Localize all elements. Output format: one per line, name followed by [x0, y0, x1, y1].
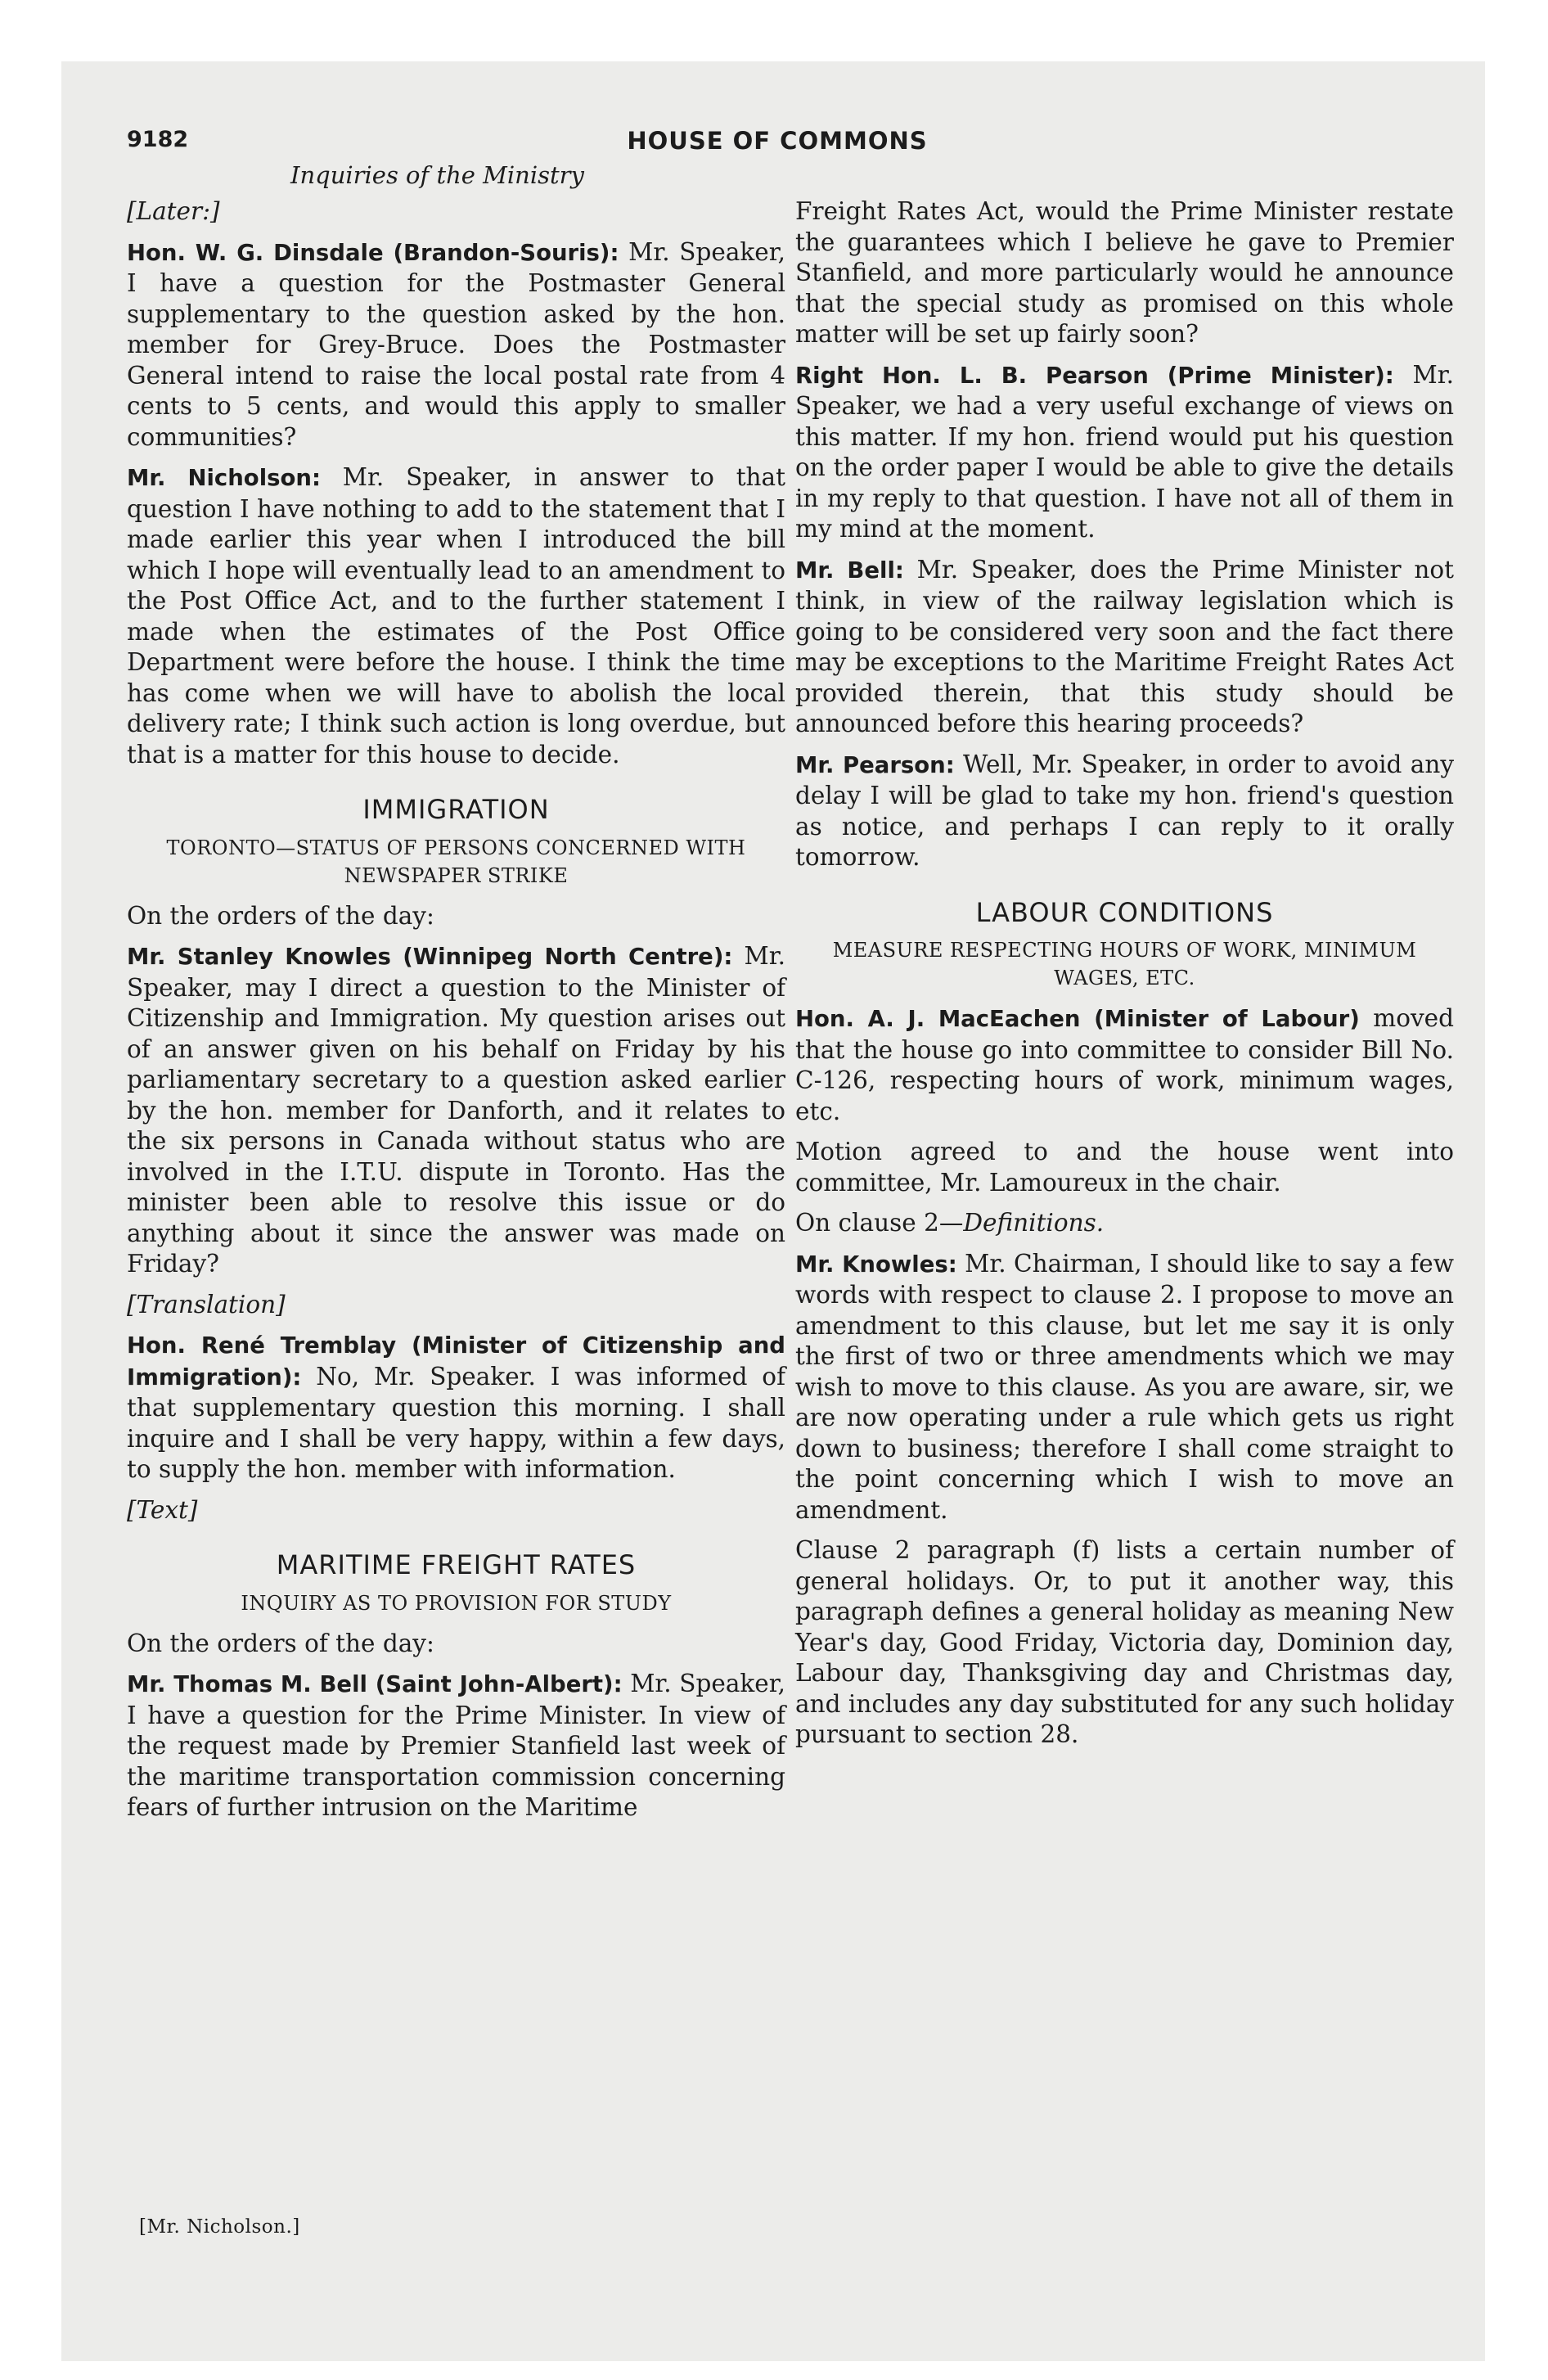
speech-text: Mr. Speaker, does the Prime Minister not think, in view of the railway legislation which is going to be considered very soon and the fact there may be exceptions to the Maritime Freight Rates Act provided therein, that this study should be announced before this hearing proceeds? — [795, 555, 1454, 737]
paragraph: Clause 2 paragraph (f) lists a certain number of general holidays. Or, to put it another way, this paragraph defines a general holiday as meaning New Year's day, Good Friday, Victoria day, Dominion day, Labour day, Thanksgiving day and Christmas day, and includes any day substituted for any such holiday pursuant to section 28. — [795, 1536, 1454, 1748]
speech-text: Mr. Speaker, may I direct a question to the Minister of Citizenship and Immigration. My question arises out of an answer given on his behalf on Friday by his parliamentary secretary to a question asked earlier by the hon. member for Danforth, and it relates to the six persons in Canada without status who are involved in the I.T.U. dispute in Toronto. Has the minister been able to resolve this issue or do anything about it since the answer was made on Friday? — [127, 942, 785, 1278]
speech-text: Mr. Speaker, I have a question for the Prime Minister. In view of the request made by Premier Stanfield last week of the maritime transportation commission concerning fears of further intrusion on the Maritime — [127, 1670, 785, 1821]
speaker-name: Right Hon. L. B. Pearson (Prime Minister): — [795, 362, 1394, 389]
speaker-name: Mr. Bell: — [795, 557, 904, 584]
section-heading: IMMIGRATION — [362, 794, 550, 825]
paragraph: Freight Rates Act, would the Prime Minister restate the guarantees which I believe he gave to Premier Stanfield, and more particularly would he announce that the special study as promised on this whole matter will be set up fairly soon? — [795, 197, 1454, 348]
speaker-name: Mr. Knowles: — [795, 1251, 957, 1278]
page-title: HOUSE OF COMMONS — [627, 127, 928, 155]
paragraph — [127, 1330, 785, 1485]
speech-text: Mr. Chairman, I should like to say a few words with respect to clause 2. I propose to move an amendment to this clause, but let me say it is only the first of two or three amendments which we may wish to move to this clause. As you are aware, sir, we are now operating under a rule which gets us right down to business; therefore I shall come straight to the point concerning which I wish to move an amendment. — [795, 1249, 1454, 1524]
speaker-name: Hon. W. G. Dinsdale (Brandon-Souris): — [127, 239, 619, 266]
paragraph: Motion agreed to and the house went into committee, Mr. Lamoureux in the chair. — [795, 1138, 1454, 1197]
paragraph — [127, 462, 785, 770]
text-marker: [Text] — [127, 1495, 198, 1524]
footer-speaker-note: [Mr. Nicholson.] — [139, 2216, 300, 2238]
speaker-name: Hon. René Tremblay (Minister of Citizenship and Immigration): — [127, 1332, 785, 1391]
paragraph — [795, 1003, 1454, 1127]
running-head: Inquiries of the Ministry — [290, 161, 584, 189]
paragraph — [127, 1669, 785, 1823]
speaker-name: Mr. Nicholson: — [127, 465, 321, 491]
section-heading: MARITIME FREIGHT RATES — [276, 1549, 637, 1580]
clause-title: Definitions. — [963, 1209, 1105, 1237]
right-column — [795, 196, 1454, 1760]
speaker-name: Mr. Stanley Knowles (Winnipeg North Centre): — [127, 944, 733, 970]
speaker-name: Mr. Thomas M. Bell (Saint John-Albert): — [127, 1671, 623, 1697]
speaker-name: Mr. Pearson: — [795, 751, 955, 778]
section-heading: LABOUR CONDITIONS — [975, 896, 1274, 928]
section-subheading: MEASURE RESPECTING HOURS OF WORK, MINIMUM WAGES, ETC. — [832, 939, 1417, 989]
speech-text: Mr. Speaker, I have a question for the Postmaster General supplementary to the question asked by the hon. member for Grey-Bruce. Does the Postmaster General intend to raise the local postal rate from 4 cents to 5 cents, and would this apply to smaller communities? — [127, 237, 785, 451]
later-marker: [Later:] — [127, 197, 220, 225]
section-subheading: INQUIRY AS TO PROVISION FOR STUDY — [241, 1591, 672, 1615]
left-column — [127, 196, 785, 1833]
speaker-name: Hon. A. J. MacEachen (Minister of Labour) — [795, 1006, 1360, 1032]
speech-text: moved that the house go into committee to consider Bill No. C-126, respecting hours of work, minimum wages, etc. — [795, 1004, 1454, 1125]
orders-of-the-day: On the orders of the day: — [127, 901, 434, 930]
paragraph — [127, 941, 785, 1280]
speech-text: No, Mr. Speaker. I was informed of that supplementary question this morning. I shall inquire and I shall be very happy, within a few days, to supply the hon. member with information. — [127, 1362, 785, 1483]
page-sheet — [61, 61, 1485, 2361]
paragraph — [795, 1249, 1454, 1526]
paragraph — [795, 360, 1454, 545]
paragraph — [795, 555, 1454, 740]
speech-text: Mr. Speaker, in answer to that question I have nothing to add to the statement that I made earlier this year when I introduced the bill which I hope will eventually lead to an amendment to the Post Office Act, and to the further statement I made when the estimates of the Post Office Department were before the house. I think the time has come when we will have to abolish the local delivery rate; I think such action is long overdue, but that is a matter for this house to decide. — [127, 463, 785, 769]
clause-line — [795, 1208, 1454, 1239]
section-subheading: TORONTO—STATUS OF PERSONS CONCERNED WITH NEWSPAPER STRIKE — [166, 836, 746, 887]
paragraph — [127, 237, 785, 453]
paragraph — [795, 750, 1454, 873]
orders-of-the-day: On the orders of the day: — [127, 1629, 434, 1657]
clause-prefix: On clause 2— — [795, 1209, 964, 1237]
translation-marker: [Translation] — [127, 1290, 286, 1318]
page-header — [127, 127, 1428, 189]
page-number: 9182 — [127, 127, 189, 152]
speech-text: Mr. Speaker, we had a very useful exchange of views on this matter. If my hon. friend would put his question on the order paper I would be able to give the details in my reply to that question. I have not all of them in my mind at the moment. — [795, 360, 1454, 543]
speech-text: Well, Mr. Speaker, in order to avoid any delay I will be glad to take my hon. friend's question as notice, and perhaps I can reply to it orally tomorrow. — [795, 750, 1454, 871]
